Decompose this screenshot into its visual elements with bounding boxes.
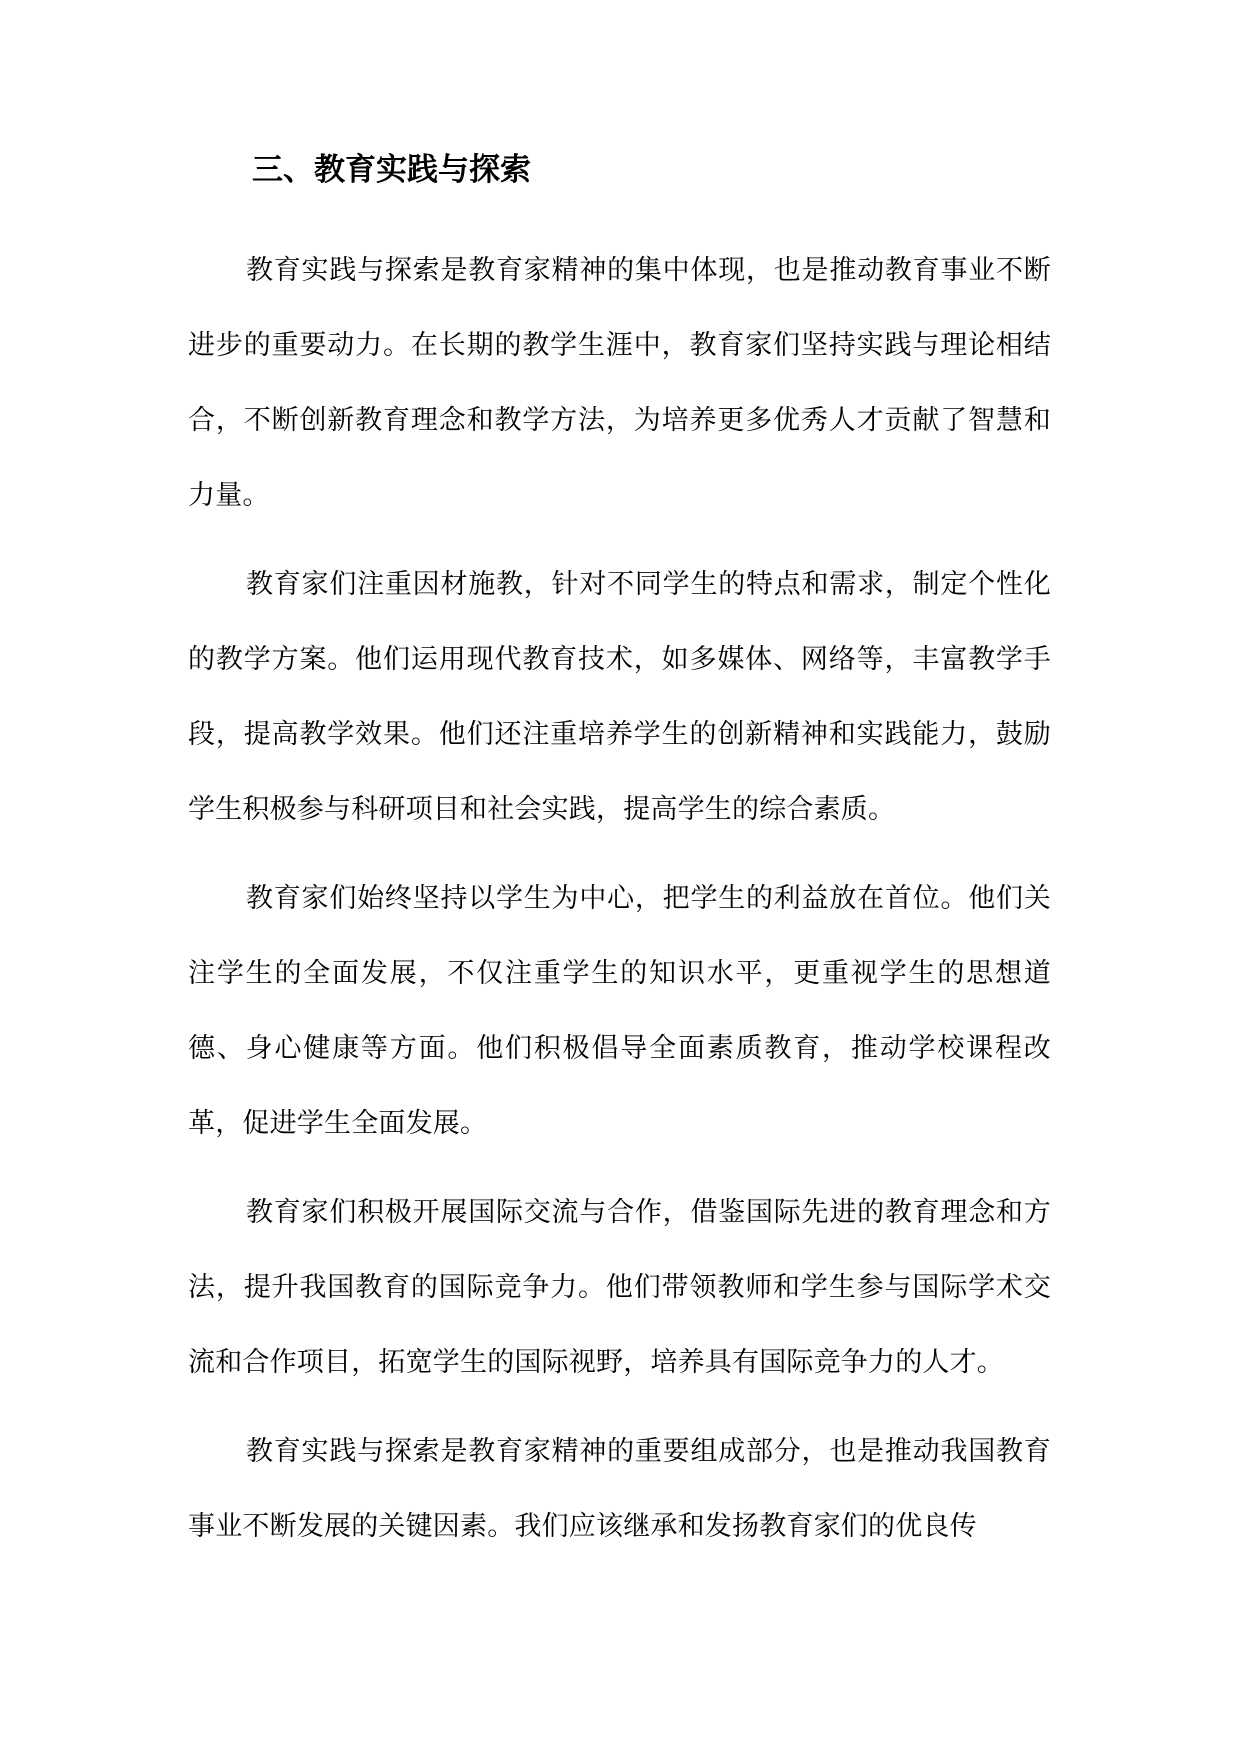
- section-heading: 三、教育实践与探索: [252, 152, 531, 188]
- paragraph-1: 教育实践与探索是教育家精神的集中体现，也是推动教育事业不断进步的重要动力。在长期的教学生涯中，教育家们坚持实践与理论相结合，不断创新教育理念和教学方法，为培养更多优秀人才贡献了智慧和力量。: [188, 255, 1051, 511]
- paragraph-4: 教育家们积极开展国际交流与合作，借鉴国际先进的教育理念和方法，提升我国教育的国际竞争力。他们带领教师和学生参与国际学术交流和合作项目，拓宽学生的国际视野，培养具有国际竞争力的人才。: [188, 1197, 1051, 1378]
- paragraph-3: 教育家们始终坚持以学生为中心，把学生的利益放在首位。他们关注学生的全面发展，不仅注重学生的知识水平，更重视学生的思想道德、身心健康等方面。他们积极倡导全面素质教育，推动学校课程改革，促进学生全面发展。: [188, 883, 1051, 1139]
- paragraph-2: 教育家们注重因材施教，针对不同学生的特点和需求，制定个性化的教学方案。他们运用现代教育技术，如多媒体、网络等，丰富教学手段，提高教学效果。他们还注重培养学生的创新精神和实践能力，鼓励学生积极参与科研项目和社会实践，提高学生的综合素质。: [188, 569, 1051, 825]
- section-body: [188, 233, 1051, 1578]
- paragraph-5: 教育实践与探索是教育家精神的重要组成部分，也是推动我国教育事业不断发展的关键因素。我们应该继承和发扬教育家们的优良传: [188, 1436, 1051, 1542]
